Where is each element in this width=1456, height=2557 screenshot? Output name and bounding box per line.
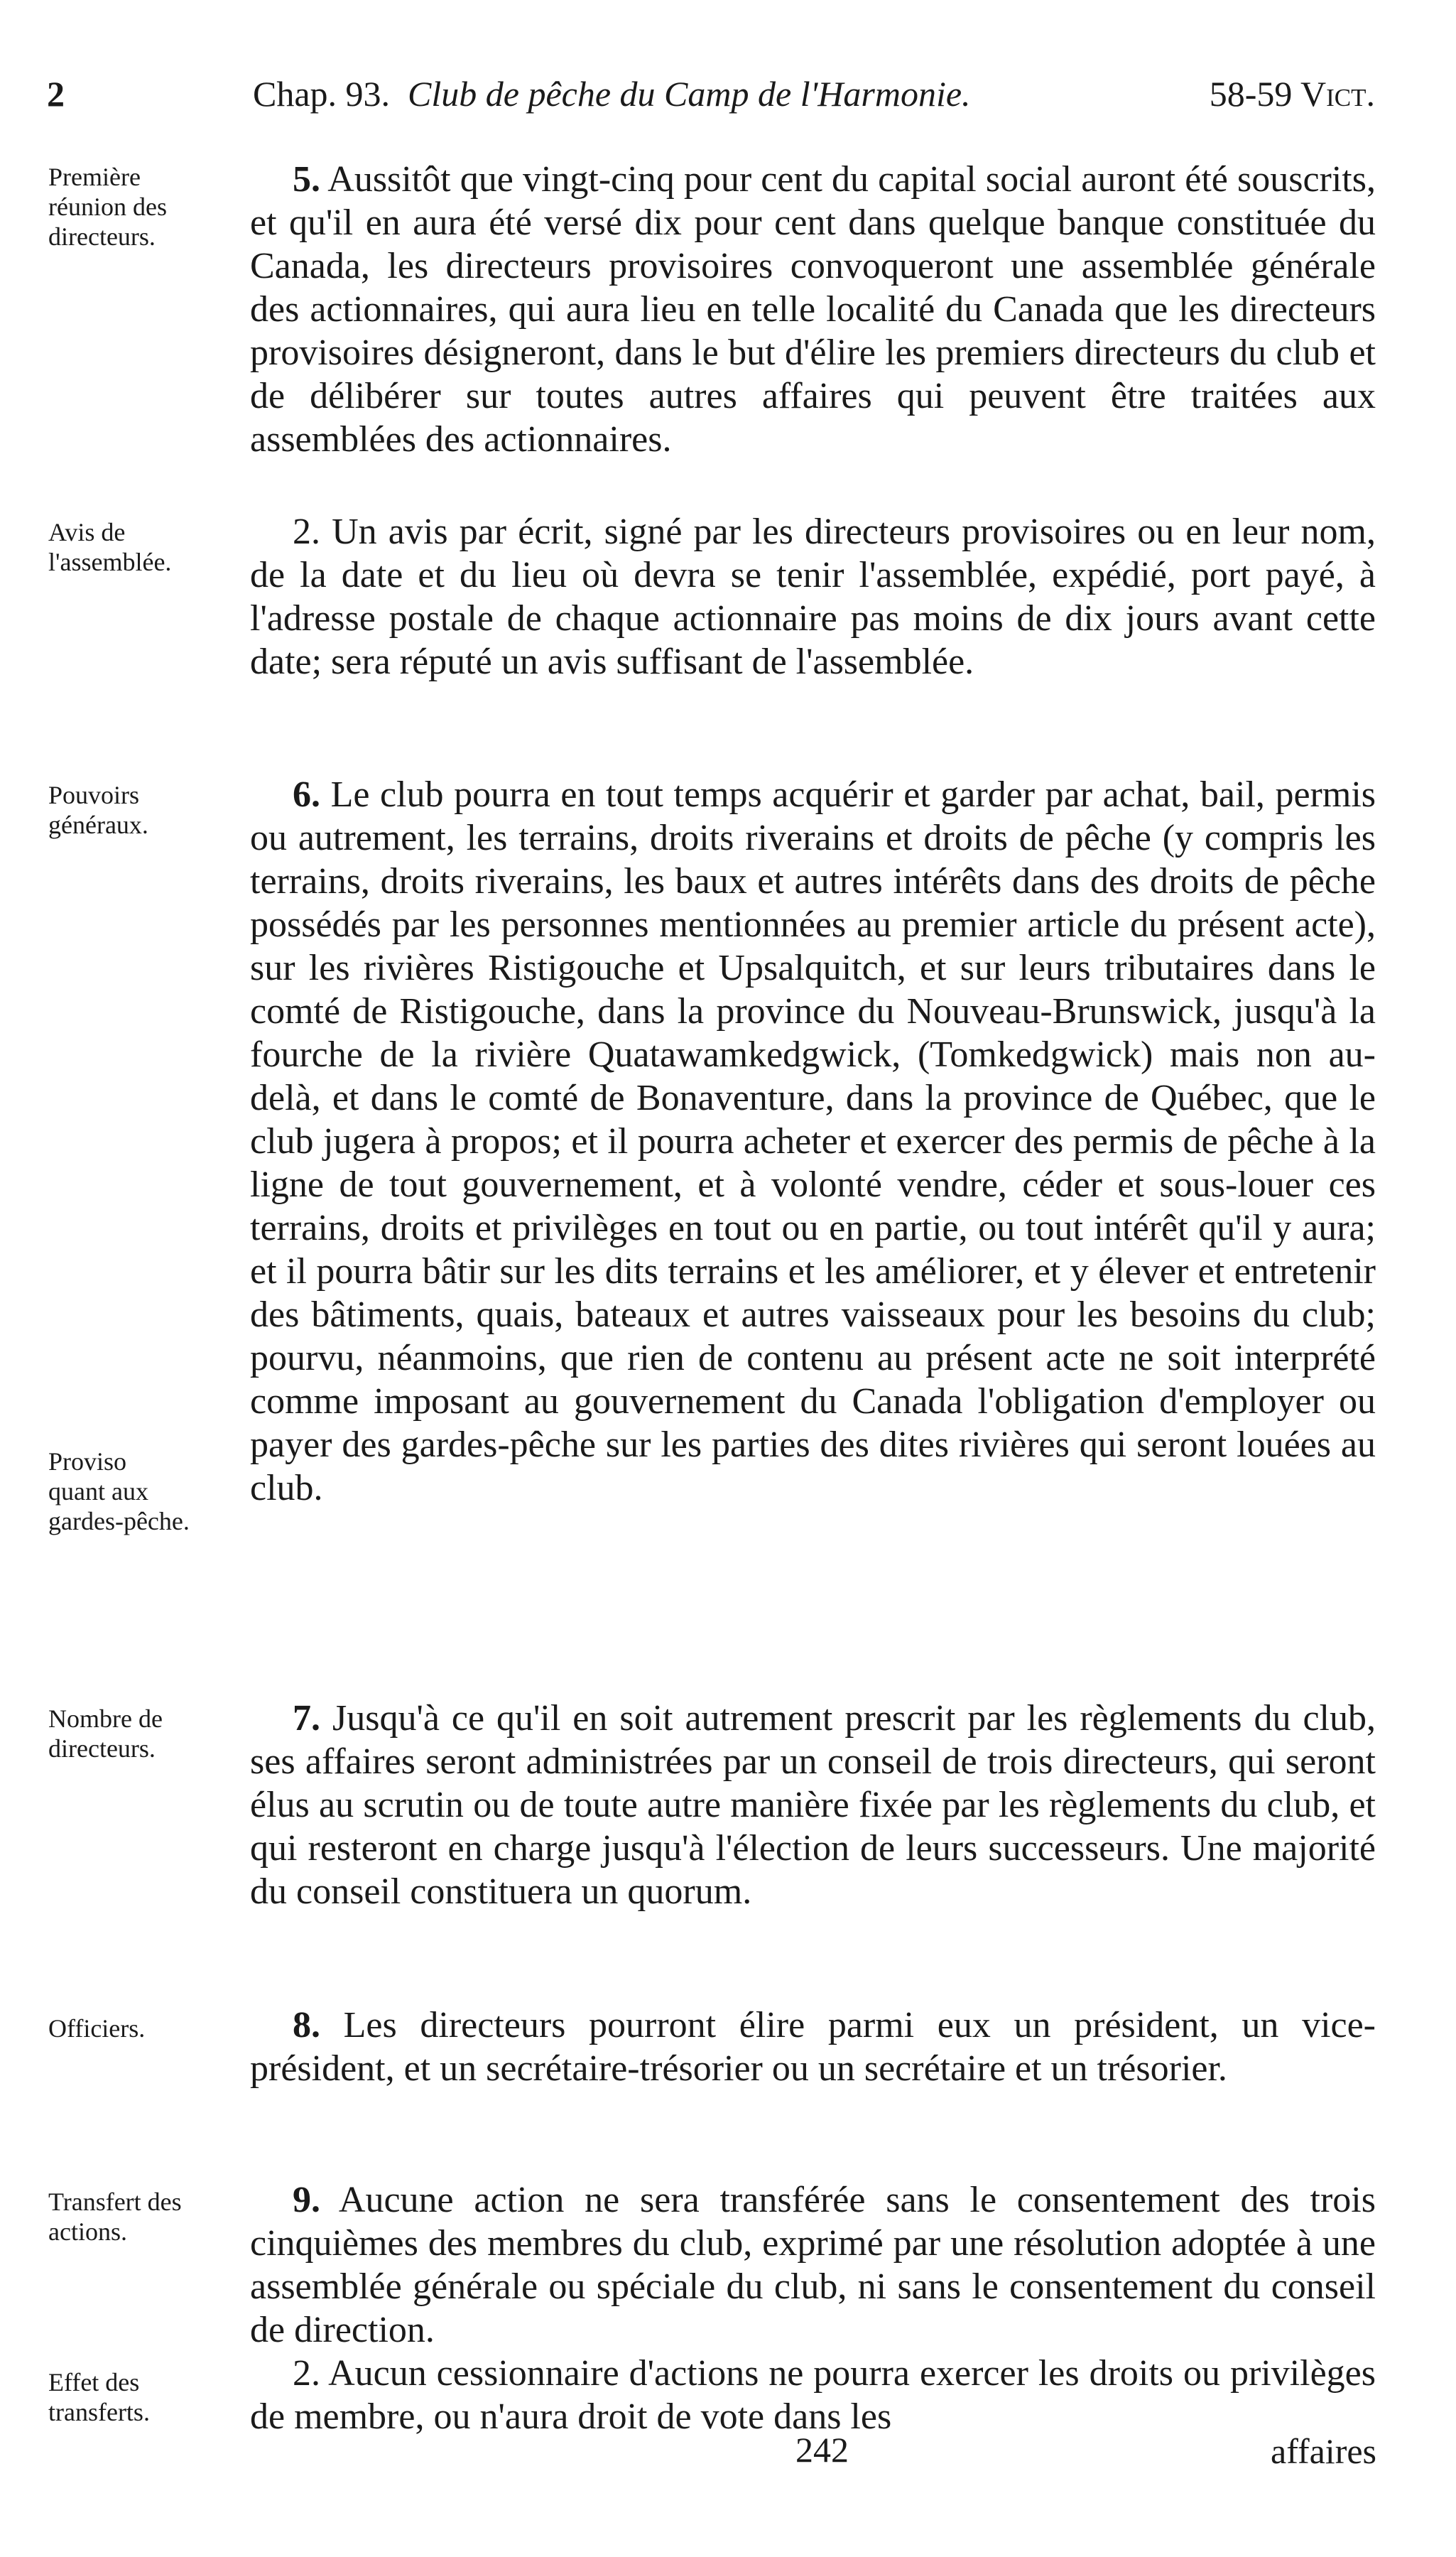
section-8-paragraph (250, 2004, 1376, 2090)
running-header (47, 65, 1375, 122)
margin-note-proviso-gardes-peche: Proviso quant aux gardes-pêche. (48, 1447, 190, 1535)
margin-note-pouvoirs-generaux: Pouvoirs généraux. (48, 781, 148, 839)
margin-note-officiers: Officiers. (48, 2014, 146, 2043)
section-text: Aucun cessionnaire d'actions ne pourra exercer les droits ou privilèges de membre, ou n'aura droit de vote dans les (250, 2353, 1376, 2437)
printed-page-number: 242 (795, 2430, 849, 2470)
section-text: Un avis par écrit, signé par les directeurs provisoires ou en leur nom, de la date et du lieu où devra se tenir l'assemblée, expédié, port payé, à l'adresse postale de chaque actionnaire pas moins de dix jours avant cette date; sera réputé un avis suffisant de l'assemblée. (250, 512, 1376, 682)
margin-note-effet-transferts: Effet des transferts. (48, 2368, 150, 2426)
catchword: affaires (1271, 2431, 1376, 2471)
section-5-2-paragraph (250, 510, 1376, 683)
section-number: 5. (293, 159, 320, 200)
regnal-year: 58-59 Vict. (1209, 74, 1375, 114)
section-9-paragraph (250, 2178, 1376, 2352)
section-5-paragraph (250, 158, 1376, 461)
section-number: 8. (293, 2005, 320, 2045)
section-text: Les directeurs pourront élire parmi eux un président, un vice-président, et un secrétaire-trésorier ou un secrétaire et un trésorier. (250, 2005, 1376, 2089)
section-text: Le club pourra en tout temps acquérir et garder par achat, bail, permis ou autrement, les terrains, droits riverains et droits de pêche (y compris les terrains, droits riverains, les baux et autres intérêts dans des droits de pêche possédés par les personnes mentionnées au premier article du présent acte), sur les rivières Ristigouche et Upsalquitch, et sur leurs tributaires dans le comté de Ristigouche, dans la province du Nouveau-Brunswick, jusqu'à la fourche de la rivière Quatawamkedgwick, (Tomkedgwick) mais non au-delà, et dans le comté de Bonaventure, dans la province de Québec, que le club jugera à propos; et il pourra acheter et exercer des permis de pêche à la ligne de tout gouvernement, et à volonté vendre, céder et sous-louer ces terrains, droits et privilèges en tout ou en partie, ou tout intérêt qu'il y aura; et il pourra bâtir sur les dits terrains et les améliorer, et y élever et entretenir des bâtiments, quais, bateaux et autres vaisseaux pour les besoins du club; pourvu, néanmoins, que rien de contenu au présent acte ne soit interprété comme imposant au gouvernement du Canada l'obligation d'employer ou payer des gardes-pêche sur les parties des dites rivières qui seront louées au club. (250, 774, 1376, 1508)
section-number: 6. (293, 774, 320, 815)
section-text: Jusqu'à ce qu'il en soit autrement prescrit par les règlements du club, ses affaires seront administrées par un conseil de trois directeurs, qui seront élus au scrutin ou de toute autre manière fixée par les règlements du club, et qui resteront en charge jusqu'à l'élection de leurs successeurs. Une majorité du conseil constituera un quorum. (250, 1698, 1376, 1912)
subsection-number: 2. (293, 512, 320, 552)
section-text: Aussitôt que vingt-cinq pour cent du capital social auront été souscrits, et qu'il en aura été versé dix pour cent dans quelque banque constituée du Canada, les directeurs provisoires convoqueront une assemblée générale des actionnaires, qui aura lieu en telle localité du Canada que les directeurs provisoires désigneront, dans le but d'élire les premiers directeurs du club et de délibérer sur toutes autres affaires qui peuvent être traitées aux assemblées des actionnaires. (250, 159, 1376, 460)
act-title: Club de pêche du Camp de l'Harmonie. (408, 74, 971, 114)
subsection-number: 2. (293, 2353, 320, 2394)
section-6-paragraph (250, 773, 1376, 1510)
margin-note-avis-assemblee: Avis de l'assemblée. (48, 518, 172, 576)
section-number: 9. (293, 2180, 320, 2220)
section-9-2-paragraph (250, 2352, 1376, 2438)
running-title (253, 65, 971, 122)
section-number: 7. (293, 1698, 320, 1739)
margin-note-transfert-actions: Transfert des actions. (48, 2188, 182, 2246)
margin-note-premiere-reunion: Première réunion des directeurs. (48, 163, 167, 251)
margin-note-nombre-directeurs: Nombre de directeurs. (48, 1704, 163, 1763)
section-7-paragraph (250, 1697, 1376, 1913)
section-text: Aucune action ne sera transférée sans le consentement des trois cinquièmes des membres du club, exprimé par une résolution adoptée à une assemblée générale ou spéciale du club, ni sans le consentement du conseil de direction. (250, 2180, 1376, 2350)
page-number: 2 (47, 74, 65, 114)
chapter-label: Chap. 93. (253, 74, 391, 114)
